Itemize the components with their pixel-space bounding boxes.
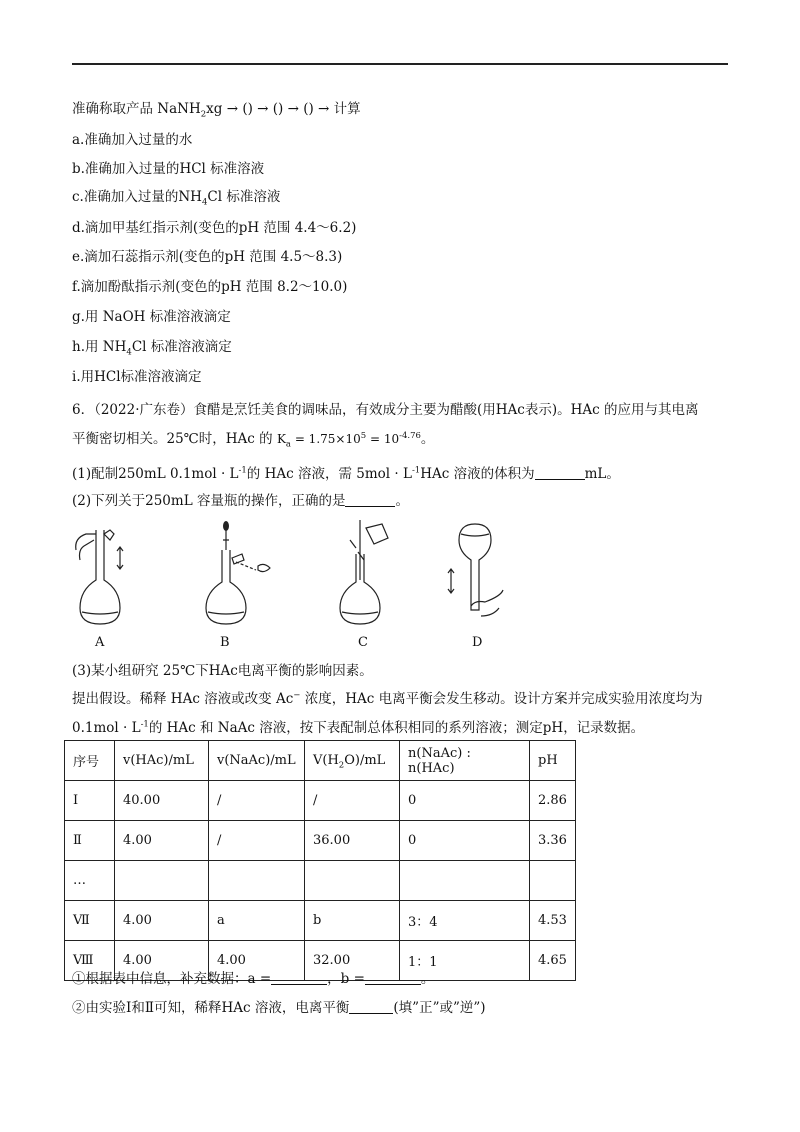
table-header-row: [65, 741, 576, 781]
figure-a-label: A: [95, 635, 105, 650]
figure-c-label: C: [358, 635, 368, 650]
table-cell: a: [209, 901, 305, 941]
table-cell: 4.53: [530, 901, 576, 941]
question-6-subq1: ①根据表中信息，补充数据：a = ，b = 。: [72, 971, 435, 987]
table-cell: 3.36: [530, 821, 576, 861]
table-cell: …: [65, 861, 115, 901]
figure-d-label: D: [472, 635, 483, 650]
table-cell: 40.00: [115, 781, 209, 821]
table-row: [65, 861, 576, 901]
table-cell: [530, 861, 576, 901]
table-cell: 36.00: [305, 821, 400, 861]
table-cell: [209, 861, 305, 901]
question-6-line2: 平衡密切相关。25℃时，HAc 的 $K_a = 1.75\times 10^5 = 10^{-4.76}$。: [72, 431, 435, 450]
formula-nh4cl: $NH_4Cl$: [102, 339, 147, 358]
question-6-part2: (2)下列关于250mL 容量瓶的操作，正确的是 。: [72, 493, 409, 509]
question-6-method: $0.1mol \cdot L^{-1}$的 HAc 和 NaAc 溶液，按下表配制总体积相同的系列溶液；测定pH，记录数据。: [72, 719, 645, 736]
table-header-cell: pH: [530, 741, 576, 781]
table-cell: 4.00: [115, 941, 209, 981]
figure-a-flask: [70, 520, 140, 630]
answer-blank[interactable]: [345, 492, 395, 507]
option-e: e.滴加石蕊指示剂(变色的pH 范围 4.5～8.3): [72, 249, 343, 265]
answer-blank[interactable]: [535, 465, 585, 480]
table-cell: [400, 861, 530, 901]
procedure-prefix: 准确称取产品: [72, 101, 153, 117]
table-header-cell: $V(H_2O)/mL$: [305, 741, 400, 781]
option-a: a.准确加入过量的水: [72, 132, 193, 148]
question-6-hypothesis: 提出假设。稀释 HAc 溶液或改变 Ac− 浓度，HAc 电离平衡会发生移动。设计方案并完成实验用浓度均为: [72, 690, 703, 707]
figure-b-label: B: [220, 635, 230, 650]
option-h: h.用 $NH_4Cl$ 标准溶液滴定: [72, 339, 232, 358]
procedure-sequence: → () → () → () →: [226, 101, 330, 117]
table-header-cell: 序号: [65, 741, 115, 781]
table-header-cell: v(HAc)/mL: [115, 741, 209, 781]
option-b: b.准确加入过量的HCl 标准溶液: [72, 161, 265, 177]
formula-hcl: HCl: [179, 161, 206, 177]
table-cell: Ⅶ: [65, 901, 115, 941]
table-row: [65, 781, 576, 821]
question-6-part1: (1)配制250mL $0.1mol \cdot L^{-1}$的 HAc 溶液，需 $5mol \cdot L^{-1}HAc$ 溶液的体积为 mL。: [72, 465, 620, 482]
answer-blank-a[interactable]: [271, 970, 327, 985]
table-cell: 4.00: [209, 941, 305, 981]
table-cell: 3：4: [400, 901, 530, 941]
question-6-line1: 6．（2022·广东卷）食醋是烹饪美食的调味品，有效成分主要为醋酸(用HAc表示)。HAc 的应用与其电离: [72, 402, 699, 418]
header-rule: [72, 63, 728, 65]
table-cell: /: [209, 821, 305, 861]
figure-d-flask: [445, 520, 515, 630]
table-cell: 4.65: [530, 941, 576, 981]
table-header-cell: v(NaAc)/mL: [209, 741, 305, 781]
table-cell: 0: [400, 821, 530, 861]
data-table: [64, 740, 576, 981]
table-cell: Ⅱ: [65, 821, 115, 861]
formula-concentration: 250mL $0.1mol \cdot L^{-1}$: [118, 465, 247, 482]
table-row: [65, 821, 576, 861]
table-cell: Ⅷ: [65, 941, 115, 981]
table-header-cell: n(NaAc) : n(HAc): [400, 741, 530, 781]
table-cell: 32.00: [305, 941, 400, 981]
formula-nanh2: NaNH$_2$xg: [157, 101, 223, 120]
table-cell: /: [305, 781, 400, 821]
table-cell: b: [305, 901, 400, 941]
table-cell: [305, 861, 400, 901]
table-cell: [115, 861, 209, 901]
table-cell: 2.86: [530, 781, 576, 821]
option-f: f.滴加酚酞指示剂(变色的pH 范围 8.2～10.0): [72, 279, 348, 295]
table-row: [65, 901, 576, 941]
question-6-subq2: ②由实验Ⅰ和Ⅱ可知，稀释HAc 溶液，电离平衡 (填”正”或”逆”): [72, 1000, 486, 1016]
table-cell: 4.00: [115, 901, 209, 941]
option-i: i.用HCl标准溶液滴定: [72, 369, 202, 385]
formula-nh4cl: $NH_4Cl$: [178, 189, 223, 208]
table-cell: 4.00: [115, 821, 209, 861]
answer-blank[interactable]: [349, 999, 393, 1014]
procedure-line: [72, 100, 361, 118]
option-d: d.滴加甲基红指示剂(变色的pH 范围 4.4～6.2): [72, 220, 357, 236]
answer-blank-b[interactable]: [365, 970, 421, 985]
figure-b-flask: [200, 520, 280, 630]
ka-expression: $K_a = 1.75\times 10^5 = 10^{-4.76}$: [276, 431, 421, 450]
table-cell: 1：1: [400, 941, 530, 981]
table-cell: /: [209, 781, 305, 821]
procedure-suffix: 计算: [333, 101, 361, 117]
option-g: g.用 NaOH 标准溶液滴定: [72, 309, 231, 325]
question-6-part3: (3)某小组研究 25℃下HAc电离平衡的影响因素。: [72, 663, 373, 679]
table-cell: 0: [400, 781, 530, 821]
table-cell: Ⅰ: [65, 781, 115, 821]
figure-c-flask: [330, 520, 400, 630]
option-c: c.准确加入过量的$NH_4Cl$ 标准溶液: [72, 189, 281, 208]
